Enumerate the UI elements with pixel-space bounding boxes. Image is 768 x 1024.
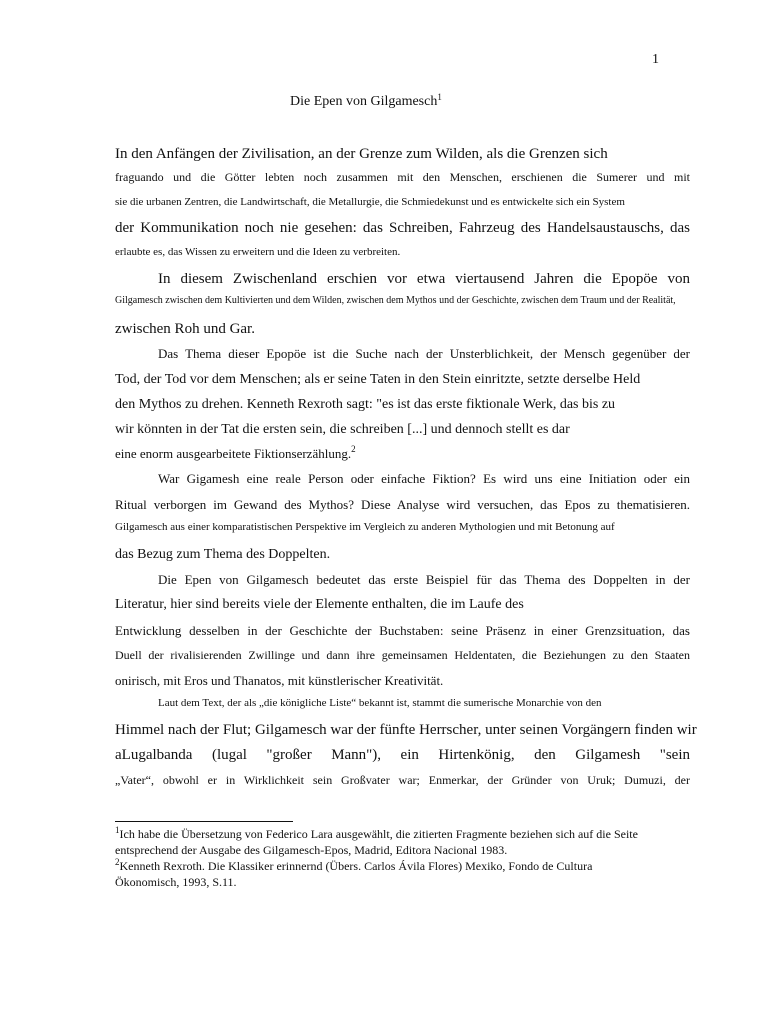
text-line-content: Himmel nach der Flut; Gilgamesch war der fünfte Herrscher, unter seinen Vorgängern finden wir xyxy=(115,722,697,738)
text-line xyxy=(115,774,690,786)
text-line xyxy=(115,373,640,387)
text-line-content: eine enorm ausgearbeitete Fiktionserzählung. xyxy=(115,446,352,461)
footnote-ref: 2 xyxy=(351,444,356,454)
text-line-content: aLugalbanda (lugal "großer Mann"), ein Hirtenkönig, den Gilgamesh "sein xyxy=(115,747,690,763)
text-line-content: erlaubte es, das Wissen zu erweitern und die Ideen zu verbreiten. xyxy=(115,246,401,258)
text-line xyxy=(115,498,690,511)
text-line xyxy=(158,472,690,485)
text-line-content: In den Anfängen der Zivilisation, an der Grenze zum Wilden, als die Grenzen sich xyxy=(115,146,608,162)
footnote-number: 2 xyxy=(115,857,120,867)
text-line-content: sie die urbanen Zentren, die Landwirtschaft, die Metallurgie, die Schmiedekunst und es entwickelte sich ein System xyxy=(115,196,625,208)
footnote-text: Kenneth Rexroth. Die Klassiker erinnernd (Übers. Carlos Ávila Flores) Mexiko, Fondo de Cultura xyxy=(119,859,593,873)
text-line xyxy=(158,347,690,360)
text-line xyxy=(115,748,690,763)
text-line-content: zwischen Roh und Gar. xyxy=(115,321,255,337)
title-footnote-ref: 1 xyxy=(437,92,442,102)
text-line xyxy=(115,423,570,437)
text-line xyxy=(115,674,443,687)
text-line-content: das Bezug zum Thema des Doppelten. xyxy=(115,547,331,562)
text-line xyxy=(115,171,690,183)
footnote-line xyxy=(115,844,507,856)
text-line-content: Entwicklung desselben in der Geschichte der Buchstaben: seine Präsenz in einer Grenzsituation, das xyxy=(115,623,690,638)
text-line-content: Ritual verborgen im Gewand des Mythos? Diese Analyse wird versuchen, das Epos zu thematisieren. xyxy=(115,497,690,512)
text-line xyxy=(158,272,690,287)
text-line xyxy=(115,221,690,236)
text-line xyxy=(115,522,615,533)
text-line-content: Laut dem Text, der als „die königliche Liste“ bekannt ist, stammt die sumerische Monarchie von den xyxy=(158,697,602,709)
text-line-content: Gilgamesch zwischen dem Kultivierten und dem Wilden, zwischen dem Mythos und der Geschichte, zwischen dem Traum und der Realität, xyxy=(115,295,676,306)
text-line-content: Gilgamesch aus einer komparatistischen Perspektive im Vergleich zu anderen Mythologien und mit Betonung auf xyxy=(115,521,615,533)
text-line-content: wir könnten in der Tat die ersten sein, die schreiben [...] und dennoch stellt es dar xyxy=(115,422,570,437)
text-line xyxy=(115,548,330,562)
text-line xyxy=(115,147,608,162)
footnote-text: entsprechend der Ausgabe des Gilgamesch-Epos, Madrid, Editora Nacional 1983. xyxy=(115,843,508,857)
text-line-content: Duell der rivalisierenden Zwillinge und dann ihre gemeinsamen Heldentaten, die Beziehungen zu den Staaten xyxy=(115,648,690,662)
text-line xyxy=(115,247,400,258)
text-line xyxy=(115,322,255,337)
footnote-number: 1 xyxy=(115,825,120,835)
document-title xyxy=(290,94,442,110)
text-line xyxy=(115,624,690,637)
footnote-separator xyxy=(115,821,293,822)
footnote-text: Ich habe die Übersetzung von Federico Lara ausgewählt, die zitierten Fragmente beziehen sich auf die Seite xyxy=(119,827,638,841)
text-line-content: War Gigamesh eine reale Person oder einfache Fiktion? Es wird uns eine Initiation oder ein xyxy=(158,471,690,486)
text-line-content: den Mythos zu drehen. Kenneth Rexroth sagt: "es ist das erste fiktionale Werk, das bis zu xyxy=(115,397,616,412)
text-line xyxy=(158,573,690,586)
text-line-content: Die Epen von Gilgamesch bedeutet das erste Beispiel für das Thema des Doppelten in der xyxy=(158,572,690,587)
text-line-content: Literatur, hier sind bereits viele der Elemente enthalten, die im Laufe des xyxy=(115,597,524,612)
text-line-content: Tod, der Tod vor dem Menschen; als er seine Taten in den Stein einritzte, setzte derselbe Held xyxy=(115,372,641,387)
footnote-line xyxy=(115,825,638,841)
text-line-content: In diesem Zwischenland erschien vor etwa viertausend Jahren die Epopöe von xyxy=(158,271,690,287)
page-number: 1 xyxy=(652,52,659,67)
text-line xyxy=(115,444,356,461)
text-line-content: onirisch, mit Eros und Thanatos, mit künstlerischer Kreativität. xyxy=(115,673,444,688)
footnote-text: Ökonomisch, 1993, S.11. xyxy=(115,875,237,889)
text-line-content: „Vater“, obwohl er in Wirklichkeit sein Großvater war; Enmerkar, der Gründer von Uruk; Dumuzi, der xyxy=(115,773,690,787)
text-line xyxy=(158,698,602,709)
text-line xyxy=(115,398,615,412)
text-line xyxy=(115,649,690,661)
text-line-content: Das Thema dieser Epopöe ist die Suche nach der Unsterblichkeit, der Mensch gegenüber der xyxy=(158,346,690,361)
text-line xyxy=(115,598,524,612)
footnote-line xyxy=(115,876,237,888)
text-line-content: der Kommunikation noch nie gesehen: das Schreiben, Fahrzeug des Handelsaustauschs, das xyxy=(115,220,690,236)
text-line xyxy=(115,722,697,738)
text-line xyxy=(115,296,676,306)
text-line-content: fraguando und die Götter lebten noch zusammen mit den Menschen, erschienen die Sumerer und mit xyxy=(115,170,690,184)
text-line xyxy=(115,197,625,208)
title-text: Die Epen von Gilgamesch xyxy=(290,94,438,109)
footnote-line xyxy=(115,857,593,873)
